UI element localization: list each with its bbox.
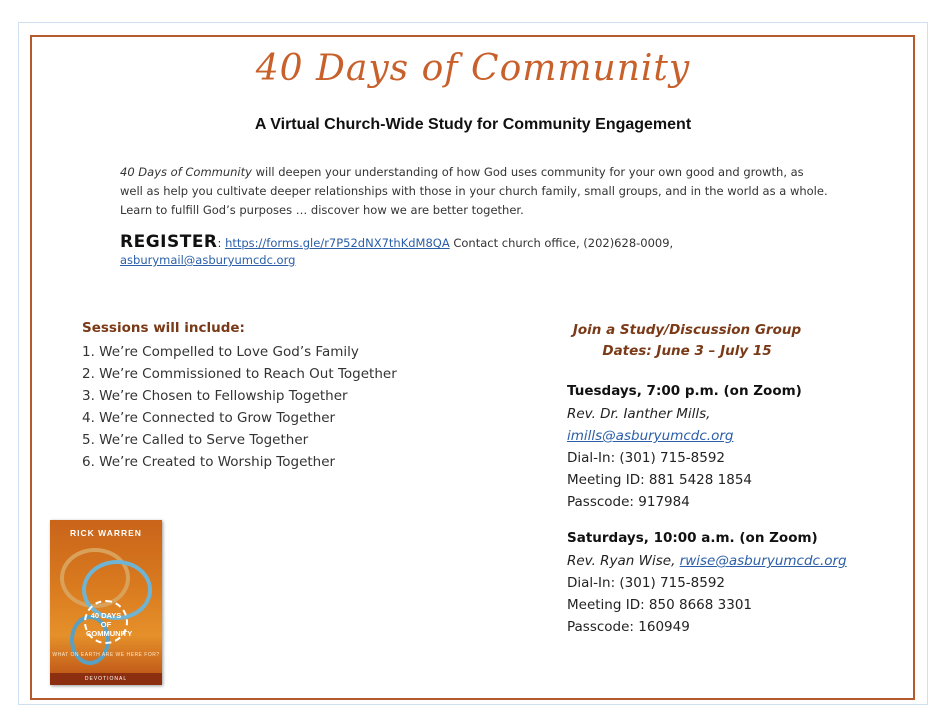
register-separator: : <box>217 236 226 250</box>
badge-line: 40 DAYS <box>90 611 122 620</box>
group-pastor: Rev. Dr. Ianther Mills, <box>567 406 711 422</box>
book-cover-image <box>50 520 162 685</box>
session-item: 4. We’re Connected to Grow Together <box>82 410 336 426</box>
join-heading <box>567 320 807 362</box>
group-pastor-line <box>567 550 887 572</box>
study-groups-section <box>567 320 887 638</box>
session-item: 1. We’re Compelled to Love God’s Family <box>82 344 359 360</box>
intro-text: will deepen your understanding of how God uses community for your own good and growth, as well as help you cultivate deeper relationships with those in your church family, small groups, and in the world as a whole. Learn to fulfill God’s purposes … discover how we are better together. <box>120 165 828 217</box>
register-contact: Contact church office, (202)628-0009, <box>449 236 674 250</box>
book-badge <box>84 600 133 644</box>
join-dates: Dates: June 3 – July 15 <box>602 343 772 359</box>
group-dial-in: Dial-In: (301) 715-8592 <box>567 575 726 591</box>
sessions-heading: Sessions will include: <box>82 320 245 336</box>
session-item: 6. We’re Created to Worship Together <box>82 454 336 470</box>
register-label: REGISTER <box>120 232 218 252</box>
register-block <box>120 234 840 269</box>
group-passcode: Passcode: 917984 <box>567 494 690 510</box>
intro-emphasis: 40 Days of Community <box>120 165 252 179</box>
group-heading: Tuesdays, 7:00 p.m. (on Zoom) <box>567 383 802 399</box>
group-dial-in: Dial-In: (301) 715-8592 <box>567 450 726 466</box>
church-email-link[interactable]: asburymail@asburyumcdc.org <box>120 253 296 267</box>
flyer-title: 40 Days of Community <box>255 48 691 89</box>
session-item: 5. We’re Called to Serve Together <box>82 432 309 448</box>
intro-paragraph <box>120 163 830 220</box>
group-heading: Saturdays, 10:00 a.m. (on Zoom) <box>567 530 818 546</box>
group-meeting-id: Meeting ID: 881 5428 1854 <box>567 472 752 488</box>
group-passcode: Passcode: 160949 <box>567 619 690 635</box>
sessions-list <box>82 341 482 473</box>
badge-line: COMMUNITY <box>86 629 133 638</box>
book-footer: DEVOTIONAL <box>50 673 162 685</box>
group-saturday <box>567 527 887 638</box>
group-meeting-id: Meeting ID: 850 8668 3301 <box>567 597 752 613</box>
book-author: RICK WARREN <box>70 528 142 538</box>
session-item: 2. We’re Commissioned to Reach Out Together <box>82 366 397 382</box>
group-email-link[interactable]: rwise@asburyumcdc.org <box>679 553 847 569</box>
book-tagline: WHAT ON EARTH ARE WE HERE FOR? <box>52 652 160 658</box>
sessions-section <box>82 320 482 473</box>
session-item: 3. We’re Chosen to Fellowship Together <box>82 388 348 404</box>
group-tuesday <box>567 380 887 513</box>
flyer-subtitle: A Virtual Church-Wide Study for Community Engagement <box>254 116 692 133</box>
register-link[interactable]: https://forms.gle/r7P52dNX7thKdM8QA <box>225 236 450 250</box>
group-email-link[interactable]: imills@asburyumcdc.org <box>567 428 734 444</box>
group-pastor: Rev. Ryan Wise, <box>567 553 680 569</box>
badge-line: OF <box>100 620 112 629</box>
join-line-1: Join a Study/Discussion Group <box>572 322 802 338</box>
